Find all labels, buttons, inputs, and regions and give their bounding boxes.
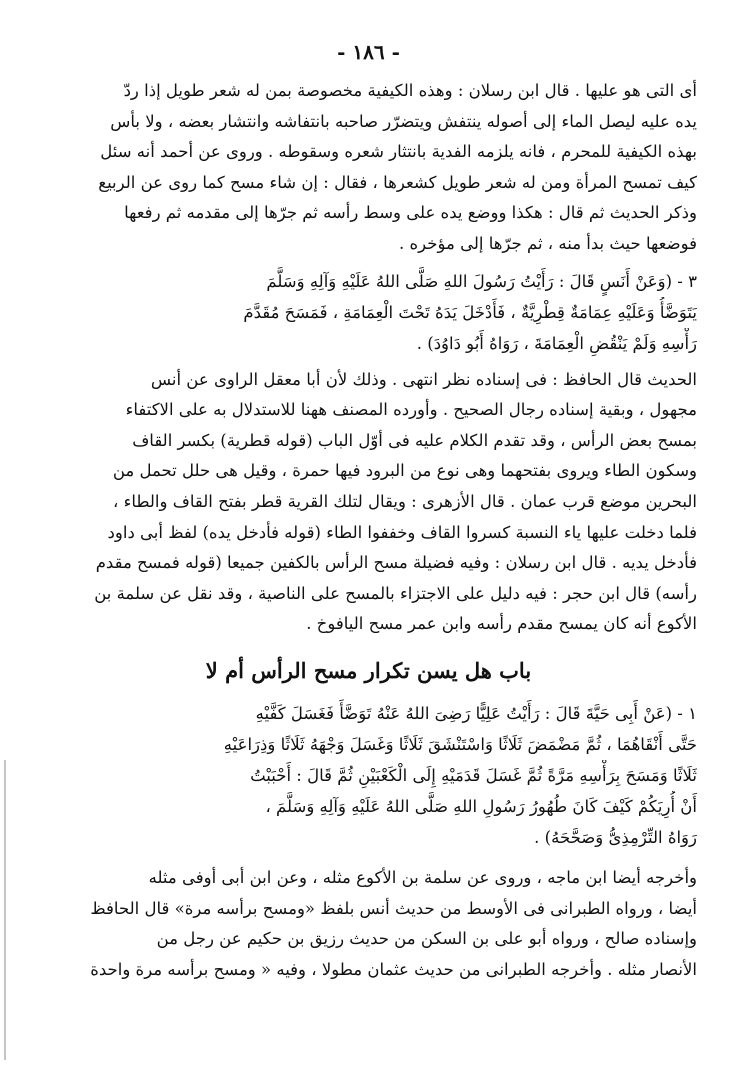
- text-line: بمسح بعض الرأس ، وقد تقدم الكلام عليه فى أوّل الباب (قوله قطرية) بكسر القاف: [132, 430, 697, 450]
- text-line: وإسناده صالح ، ورواه أبو على بن السكن من حديث رزيق بن حكيم عن رجل من: [156, 929, 697, 949]
- text-line: رأسه) قال ابن حجر : فيه دليل على الاجتزاء بالمسح على الناصية ، وقد نقل عن سلمة بن: [94, 583, 697, 603]
- commentary-paragraph-2: [40, 365, 697, 640]
- hadith-line: يَتَوَضَّأُ وَعَلَيْهِ عِمَامَةٌ قِطْرِيَّةٌ ، فَأَدْخَلَ يَدَهُ تَحْتَ الْعِمَامَةِ ، فَمَسَحَ مُقَدَّمَ: [243, 302, 697, 322]
- hadith-line: ٣ - (وَعَنْ أَنَسٍ قَالَ : رَأَيْتُ رَسُولَ اللهِ صَلَّى اللهُ عَلَيْهِ وَآلِهِ وَسَلَّمَ: [266, 271, 697, 291]
- hadith-line: أَنْ أُرِيَكُمْ كَيْفَ كَانَ طُهُورُ رَسُولِ اللهِ صَلَّى اللهُ عَلَيْهِ وَآلِهِ وَسَلَّمَ ،: [265, 796, 697, 816]
- text-line: بهذه الكيفية للمحرم ، فانه يلزمه الفدية بانتثار شعره وسقوطه . وروى عن أحمد أنه سئل: [100, 142, 697, 162]
- text-line: أى التى هو عليها . قال ابن رسلان : وهذه الكيفية مخصوصة بمن له شعر طويل إذا ردّ: [123, 81, 697, 100]
- text-line: الأكوع أنه كان يمسح مقدم رأسه وابن عمر مسح اليافوخ .: [306, 614, 697, 634]
- commentary-paragraph-1: [40, 76, 697, 260]
- page-number: - ١٨٦ -: [337, 40, 400, 64]
- text-line: كيف تمسح المرأة ومن له شعر طويل كشعرها ، فقال : إن شاء مسح كما روى عن الربيع: [98, 172, 697, 192]
- hadith-line: ثَلَاثًا وَمَسَحَ بِرَأْسِهِ مَرَّةً ثُمَّ غَسَلَ قَدَمَيْهِ إِلَى الْكَعْبَيْنِ ثُمَّ قَالَ : أَحْبَبْتُ: [250, 765, 697, 785]
- hadith-3: [40, 266, 697, 359]
- text-line: البحرين موضع قرب عمان . قال الأزهرى : ويقال لتلك القرية قطر بفتح القاف والطاء ،: [113, 491, 697, 511]
- hadith-line: حَتَّى أَنْقَاهُمَا ، ثُمَّ مَضْمَضَ ثَلَاثًا وَاسْتَنْشَقَ ثَلَاثًا وَغَسَلَ وَجْهَهُ ثَلَاثًا وَذِرَاعَيْهِ: [223, 734, 697, 754]
- text-line: يده عليه ليصل الماء إلى أصوله ينتفش ويتضرّر صاحبه بانتفاشه وانتشار بعضه ، ولا بأس: [110, 111, 697, 131]
- text-line: مجهول ، وبقية إسناده رجال الصحيح . وأورده المصنف ههنا للاستدلال به على الاكتفاء: [125, 400, 697, 420]
- hadith-1: [40, 698, 697, 853]
- text-line: وذكر الحديث ثم قال : هكذا ووضع يده على وسط رأسه ثم جرّها إلى مقدمه ثم رفعها: [124, 203, 697, 223]
- text-line: فأدخل يديه . قال ابن رسلان : وفيه فضيلة مسح الرأس بالكفين جميعا (قوله فمسح مقدم: [95, 553, 697, 573]
- section-heading: باب هل يسن تكرار مسح الرأس أم لا: [205, 657, 532, 683]
- text-line: وسكون الطاء ويروى بفتحهما وهى نوع من البرود فيها حمرة ، وقيل هى حلل تحمل من: [112, 461, 697, 481]
- text-line: الأنصار مثله . وأخرجه الطبرانى من حديث عثمان مطولا ، وفيه « ومسح برأسه مرة واحدة: [90, 959, 697, 979]
- text-line: وأخرجه أيضا ابن ماجه ، وروى عن سلمة بن الأكوع مثله ، وعن ابن أبى أوفى مثله: [148, 867, 697, 887]
- scan-edge-mark: [4, 760, 6, 1060]
- hadith-line: ١ - (عَنْ أَبِى حَيَّةَ قَالَ : رَأَيْتُ عَلِيًّا رَضِىَ اللهُ عَنْهُ تَوَضَّأَ فَغَسَلَ كَفَّيْهِ: [255, 703, 697, 723]
- text-line: فوضعها حيث بدأ منه ، ثم جرّها إلى مؤخره .: [399, 233, 697, 253]
- commentary-paragraph-3: [40, 863, 697, 985]
- text-line: فلما دخلت عليها ياء النسبة كسروا القاف وخففوا الطاء (قوله فأدخل يده) لفظ أبى داود: [107, 522, 697, 542]
- hadith-line: رَأْسِهِ وَلَمْ يَنْقُضِ الْعِمَامَةَ ، رَوَاهُ أَبُو دَاوُدَ) .: [416, 333, 697, 353]
- text-line: أيضا ، ورواه الطبرانى فى الأوسط من حديث أنس بلفظ «ومسح برأسه مرة» قال الحافظ: [90, 898, 697, 918]
- hadith-line: رَوَاهُ التِّرْمِذِىُّ وَصَحَّحَهُ) .: [534, 827, 697, 847]
- text-line: الحديث قال الحافظ : فى إسناده نظر انتهى . وذلك لأن أبا معقل الراوى عن أنس: [150, 369, 697, 389]
